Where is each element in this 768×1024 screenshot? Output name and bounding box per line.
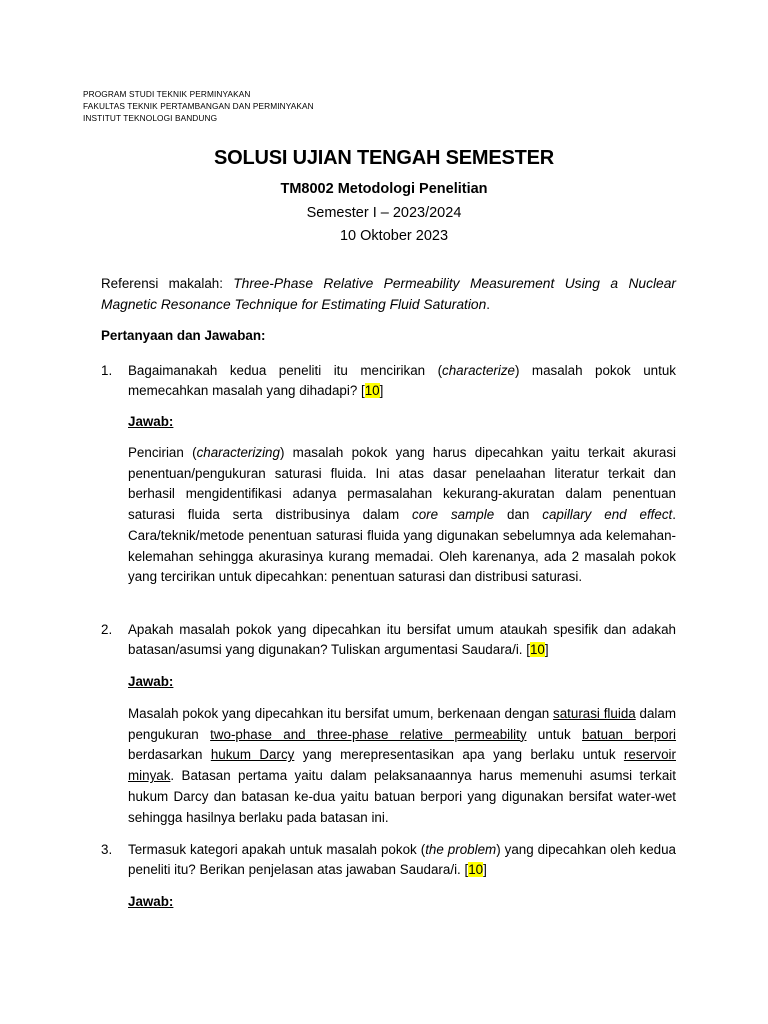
question-2 xyxy=(101,620,676,660)
question-number: 1. xyxy=(101,363,113,378)
question-text xyxy=(128,361,676,401)
question-text xyxy=(128,840,676,880)
question-text-italic: the problem xyxy=(425,842,497,857)
question-3 xyxy=(101,840,676,880)
answer-text-part: dalam pengukuran xyxy=(128,706,676,742)
answer-text-part: . Batasan pertama yaitu dalam pelaksanaannya harus memenuhi asumsi terkait hukum Darcy dan batasan ke-dua yaitu batuan berpori yang digunakan bersifat water-wet sehingga hasilnya berlaku pada batasan ini. xyxy=(128,768,676,825)
question-text-part: ] xyxy=(483,862,487,877)
answer-text-italic: capillary end effect xyxy=(542,507,673,523)
reference-label: Referensi makalah: xyxy=(101,276,234,291)
institution-header xyxy=(83,88,314,124)
answer-text-part: berdasarkan xyxy=(128,747,211,763)
question-text-italic: characterize xyxy=(442,363,515,378)
reference-paper-title: Three-Phase Relative Permeability Measurement Using a Nuclear Magnetic Resonance Technique for Estimating Fluid Saturation xyxy=(101,276,676,312)
program-name: PROGRAM STUDI TEKNIK PERMINYAKAN xyxy=(83,89,251,99)
semester-label: Semester I – 2023/2024 xyxy=(306,205,462,221)
answer-text-part: untuk xyxy=(526,726,583,742)
answer-text-part: Pencirian ( xyxy=(128,445,197,460)
qa-heading: Pertanyaan dan Jawaban: xyxy=(101,328,266,343)
question-number: 2. xyxy=(101,622,113,637)
question-text-part: Termasuk kategori apakah untuk masalah pokok ( xyxy=(128,842,426,857)
course-name: TM8002 Metodologi Penelitian xyxy=(280,181,488,197)
answer-underlined-term: hukum Darcy xyxy=(210,747,295,763)
answer-label: Jawab: xyxy=(128,674,174,689)
answer-underlined-term: reservoir minyak xyxy=(128,747,676,784)
answer-underlined-term: batuan berpori xyxy=(582,726,677,742)
score-badge: 10 xyxy=(468,862,484,877)
score-badge: 10 xyxy=(364,383,380,398)
question-text-part: Bagaimanakah kedua peneliti itu mencirikan ( xyxy=(128,363,443,378)
answer-1 xyxy=(128,443,676,588)
question-1 xyxy=(101,361,676,401)
answer-text-italic: characterizing xyxy=(196,445,280,460)
reference-paragraph xyxy=(101,273,676,315)
exam-date: 10 Oktober 2023 xyxy=(339,228,449,244)
answer-text-part: Masalah pokok yang dipecahkan itu bersifat umum, berkenaan dengan xyxy=(128,706,554,721)
question-text-part: ) yang dipecahkan oleh kedua peneliti itu? Berikan penjelasan atas jawaban Saudara/i. [ xyxy=(128,842,676,877)
question-text-part: ) masalah pokok untuk memecahkan masalah yang dihadapi? [ xyxy=(128,363,676,398)
question-text-part: ] xyxy=(379,383,384,398)
answer-text-part: ) masalah pokok yang harus dipecahkan yaitu terkait akurasi penentuan/pengukuran saturasi fluida. Ini atas dasar penelaahan literatur terkait dan berhasil mengidentifikasi adanya permasalahan kekurang-akuratan dalam penentuan saturasi fluida serta distribusinya dalam xyxy=(128,445,676,523)
answer-underlined-term: saturasi fluida xyxy=(553,706,636,721)
score-badge: 10 xyxy=(529,642,545,657)
answer-label: Jawab: xyxy=(128,894,174,909)
question-text-part: Apakah masalah pokok yang dipecahkan itu bersifat umum ataukah spesifik dan adakah batasan/asumsi yang digunakan? Tuliskan argumentasi Saudara/i. [ xyxy=(128,622,676,657)
answer-text-italic: core sample xyxy=(412,507,495,523)
answer-text-part: yang merepresentasikan apa yang berlaku untuk xyxy=(294,747,624,763)
document-title: SOLUSI UJIAN TENGAH SEMESTER xyxy=(214,147,554,169)
question-text xyxy=(128,620,676,660)
question-text-part: ] xyxy=(544,642,549,657)
answer-underlined-term: two-phase and three-phase relative permeability xyxy=(210,726,527,742)
institute-name: INSTITUT TEKNOLOGI BANDUNG xyxy=(83,113,218,123)
question-number: 3. xyxy=(101,842,113,857)
answer-text-part: dan xyxy=(494,507,543,523)
answer-text-part: . Cara/teknik/metode penentuan saturasi fluida yang digunakan sebelumnya ada kelemahan-kelemahan sehingga akurasinya kurang memadai. Oleh karenanya, ada 2 masalah pokok yang tercirikan untuk dipecahkan: penentuan saturasi dan distribusi saturasi. xyxy=(128,507,676,585)
answer-label: Jawab: xyxy=(128,414,174,429)
faculty-name: FAKULTAS TEKNIK PERTAMBANGAN DAN PERMINYAKAN xyxy=(83,101,314,111)
reference-end: . xyxy=(486,297,490,312)
answer-2 xyxy=(128,704,676,828)
